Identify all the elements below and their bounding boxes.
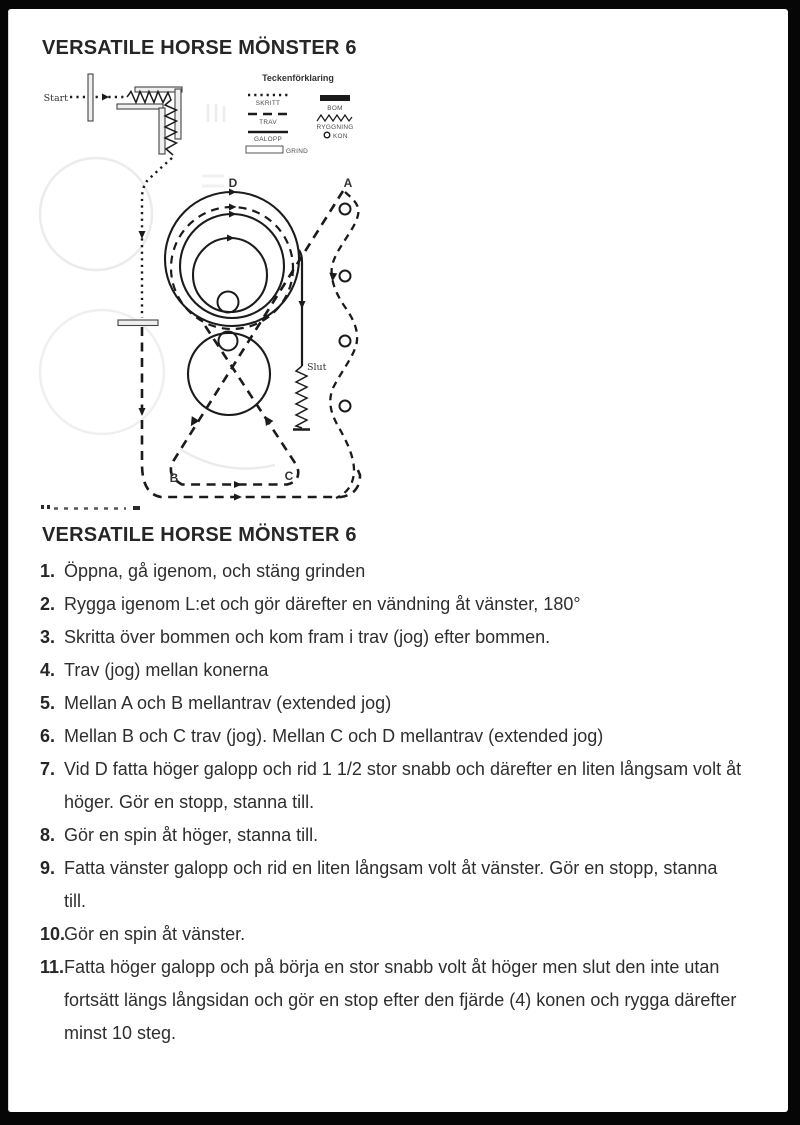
item-text: Vid D fatta höger galopp och rid 1 1/2 stor snabb och därefter en liten långsam volt åt höger. Gör en stopp, stanna till. (64, 759, 742, 812)
legend-trav-label: TRAV (259, 119, 277, 126)
section-title: VERSATILE HORSE MÖNSTER 6 (42, 524, 357, 546)
cone-3 (340, 336, 351, 347)
legend-grind-label: GRIND (286, 148, 309, 155)
instruction-item (40, 687, 744, 720)
grind-gate (88, 74, 93, 121)
item-number: 5. (40, 693, 56, 713)
item-number: 2. (40, 594, 56, 614)
item-number: 9. (40, 858, 56, 878)
cone-4 (340, 401, 351, 412)
marker-d: D (228, 176, 238, 190)
arrow-bottom-outer (234, 494, 242, 501)
instruction-item (40, 918, 744, 951)
pattern-diagram-svg (30, 64, 430, 522)
volt-inner (193, 238, 267, 312)
document-page (8, 9, 788, 1112)
volt-middle (180, 214, 284, 318)
legend-kon-label: KON (333, 133, 348, 140)
marker-a: A (343, 176, 353, 190)
marker-b: B (169, 471, 179, 485)
item-text: Trav (jog) mellan konerna (64, 660, 269, 680)
arrow-skritt-down (139, 231, 146, 239)
instruction-item (40, 720, 744, 753)
instruction-item (40, 654, 744, 687)
page-title: VERSATILE HORSE MÖNSTER 6 (42, 37, 357, 59)
instruction-item (40, 951, 744, 1050)
volt-circles (165, 192, 299, 415)
instruction-item (40, 555, 744, 588)
pattern-diagram (30, 64, 430, 522)
item-number: 4. (40, 660, 56, 680)
item-text: Fatta höger galopp och på börja en stor snabb volt åt höger men slut den inte utan fortsätt längs långsidan och gör en stop efter den fjärde (4) konen och rygga därefter minst 10 steg. (64, 957, 737, 1043)
item-number: 7. (40, 759, 56, 779)
instruction-item (40, 621, 744, 654)
cone-1 (340, 204, 351, 215)
legend-bom-bar (320, 95, 350, 101)
arrow-diagonal-cd (261, 414, 273, 426)
spin-marker-top (218, 292, 239, 313)
legend-ryggning-label: RYGGNING (316, 124, 354, 131)
item-number: 1. (40, 561, 56, 581)
cropped-text-remnant (41, 507, 140, 509)
item-number: 11. (40, 957, 65, 977)
instruction-item (40, 819, 744, 852)
item-number: 8. (40, 825, 56, 845)
item-text: Gör en spin åt höger, stanna till. (64, 825, 319, 845)
arrow-finish-down (299, 301, 306, 309)
start-label: Start (43, 93, 68, 104)
arrow-serpentine (328, 273, 337, 282)
legend-grind-bar (246, 146, 283, 153)
instruction-item (40, 852, 744, 918)
bom-bar (118, 320, 158, 326)
trav-inner-loop (171, 191, 343, 485)
item-text: Skritta över bommen och kom fram i trav (jog) efter bommen. (64, 627, 551, 647)
slut-label: Slut (307, 362, 327, 373)
legend-kon-icon (324, 132, 330, 138)
item-text: Gör en spin åt vänster. (64, 924, 246, 944)
volt-lower (188, 333, 270, 415)
legend (246, 73, 354, 155)
item-text: Fatta vänster galopp och rid en liten långsam volt åt vänster. Gör en stopp, stanna till. (64, 858, 718, 911)
item-number: 3. (40, 627, 56, 647)
arrow-trav-down (139, 408, 146, 416)
legend-title: Teckenförklaring (262, 73, 334, 83)
item-number: 6. (40, 726, 56, 746)
item-text: Öppna, gå igenom, och stäng grinden (64, 561, 366, 581)
instruction-list (40, 555, 744, 1050)
instruction-item (40, 753, 744, 819)
legend-skritt-label: SKRITT (255, 100, 281, 107)
arrow-start (102, 94, 109, 101)
cone-2 (340, 271, 351, 282)
item-text: Rygga igenom L:et och gör därefter en vändning åt vänster, 180° (64, 594, 581, 614)
arrow-diagonal-ab (187, 416, 199, 428)
instruction-item (40, 588, 744, 621)
arrow-bottom-inner (234, 481, 242, 488)
legend-galopp-label: GALOPP (253, 136, 283, 143)
ryggning-finish-zigzag (296, 366, 307, 428)
legend-bom-label: BOM (327, 105, 343, 112)
marker-c: C (284, 469, 294, 483)
item-text: Mellan B och C trav (jog). Mellan C och D mellantrav (extended jog) (64, 726, 604, 746)
item-text: Mellan A och B mellantrav (extended jog) (64, 693, 392, 713)
legend-ryggning-zigzag (317, 115, 352, 121)
item-number: 10. (40, 924, 66, 944)
ryggning-l-zigzag (127, 92, 177, 156)
l-poles (117, 87, 182, 154)
